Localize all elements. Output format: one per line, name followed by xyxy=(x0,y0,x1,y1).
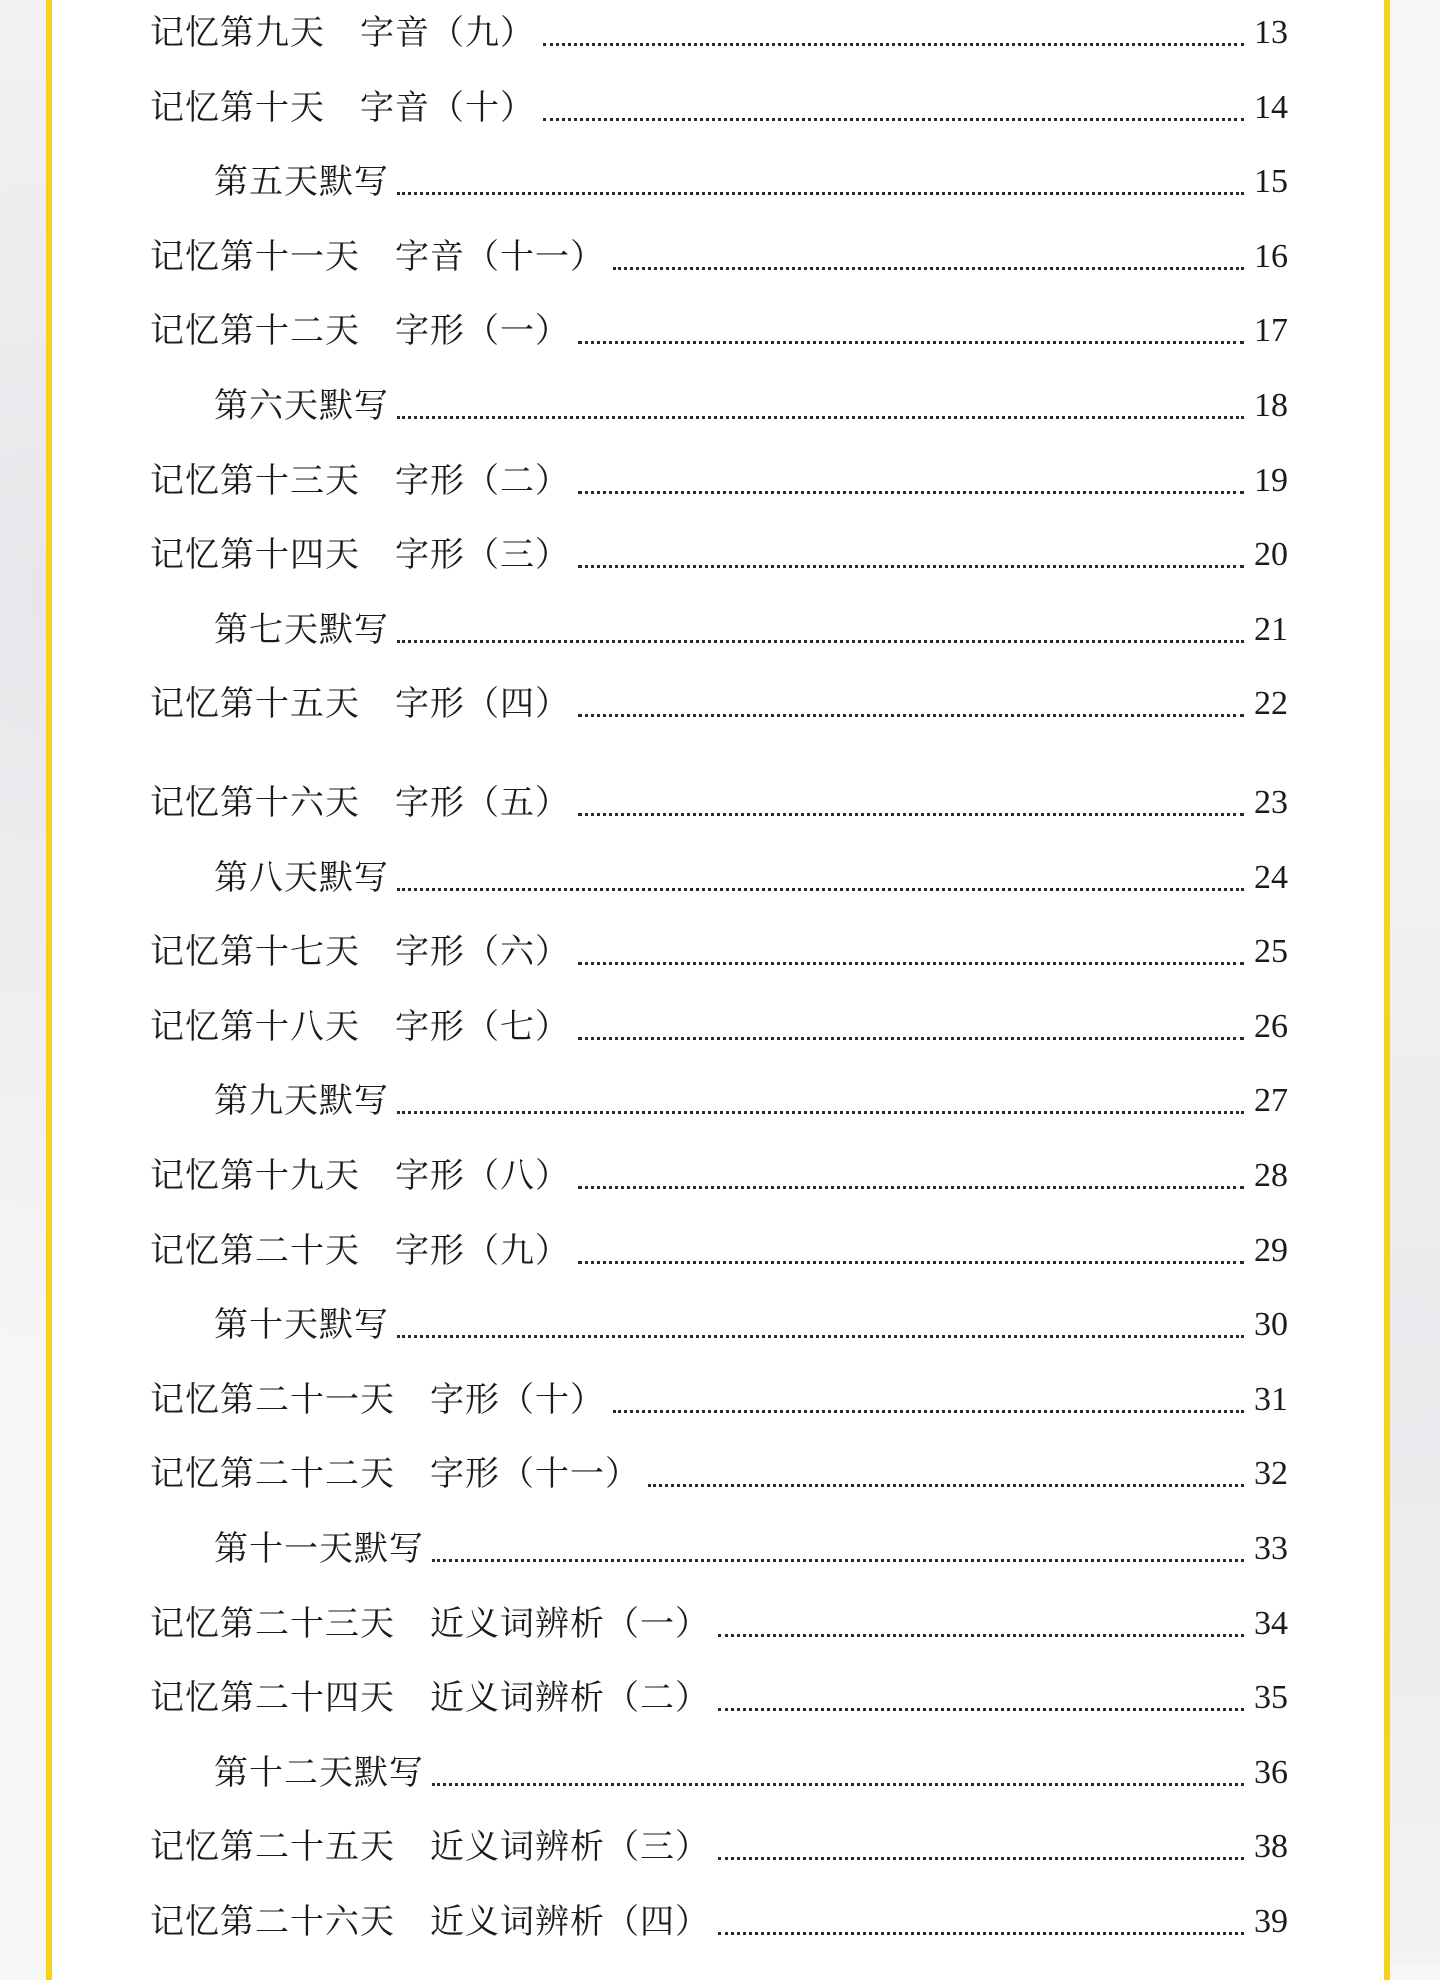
dot-leader xyxy=(578,813,1244,816)
dot-leader xyxy=(578,1261,1244,1264)
toc-entry-title: 第七天默写 xyxy=(214,609,389,650)
dot-leader xyxy=(718,1857,1244,1860)
toc-entry[interactable] xyxy=(150,1449,1288,1499)
toc-entry-title: 第九天默写 xyxy=(214,1081,389,1122)
toc-entry-page-number: 38 xyxy=(1254,1828,1288,1866)
dot-leader xyxy=(432,1783,1244,1786)
toc-entry-page-number: 34 xyxy=(1254,1604,1288,1642)
toc-entry-page-number: 25 xyxy=(1254,933,1288,971)
toc-entry-title: 记忆第二十天 字形（九） xyxy=(150,1230,570,1271)
toc-entry[interactable] xyxy=(150,456,1288,506)
toc-entry-title: 第十二天默写 xyxy=(214,1752,424,1793)
toc-entry-title: 记忆第十六天 字形（五） xyxy=(150,783,570,823)
dot-leader xyxy=(543,43,1244,46)
toc-entry-title: 记忆第二十一天 字形（十） xyxy=(150,1379,605,1420)
dot-leader xyxy=(578,1037,1244,1040)
toc-entry-page-number: 20 xyxy=(1254,536,1288,574)
toc-entry[interactable] xyxy=(150,530,1288,580)
toc-entry-page-number: 21 xyxy=(1254,610,1288,648)
toc-entry[interactable] xyxy=(150,1226,1288,1276)
dot-leader xyxy=(718,1708,1244,1711)
toc-entry-page-number: 32 xyxy=(1254,1455,1288,1493)
toc-entry-title: 记忆第二十二天 字形（十一） xyxy=(150,1454,640,1495)
toc-entry-title: 第八天默写 xyxy=(214,857,389,898)
toc-entry[interactable] xyxy=(150,679,1288,729)
toc-entry[interactable] xyxy=(150,1748,1288,1798)
dot-leader xyxy=(397,888,1244,891)
toc-entry[interactable] xyxy=(150,853,1288,903)
toc-entry[interactable] xyxy=(150,1375,1288,1425)
toc-entry[interactable] xyxy=(150,778,1288,828)
toc-entry-page-number: 35 xyxy=(1254,1679,1288,1717)
toc-entry-title: 第六天默写 xyxy=(214,386,389,426)
toc-entry[interactable] xyxy=(150,1897,1288,1947)
dot-leader xyxy=(397,1335,1244,1338)
toc-entry[interactable] xyxy=(150,927,1288,977)
toc-entry-title: 记忆第十三天 字形（二） xyxy=(150,460,570,501)
dot-leader xyxy=(397,1111,1244,1114)
toc-entry[interactable] xyxy=(150,83,1288,133)
dot-leader xyxy=(578,341,1244,344)
dot-leader xyxy=(718,1634,1244,1637)
toc-entry-title: 记忆第二十三天 近义词辨析（一） xyxy=(150,1603,710,1644)
toc-entry-title: 记忆第十四天 字形（三） xyxy=(150,535,570,576)
toc-entry-page-number: 17 xyxy=(1254,312,1288,350)
toc-entry[interactable] xyxy=(150,381,1288,431)
toc-entry[interactable] xyxy=(150,1822,1288,1872)
toc-entry-title: 第十一天默写 xyxy=(214,1529,424,1569)
toc-entry-title: 记忆第二十六天 近义词辨析（四） xyxy=(150,1902,710,1942)
dot-leader xyxy=(718,1932,1244,1935)
toc-entry[interactable] xyxy=(150,1524,1288,1574)
toc-entry-page-number: 36 xyxy=(1254,1753,1288,1791)
toc-entry-page-number: 26 xyxy=(1254,1007,1288,1045)
dot-leader xyxy=(578,1186,1244,1189)
toc-entry-page-number: 24 xyxy=(1254,858,1288,896)
dot-leader xyxy=(578,714,1244,717)
toc-entry-page-number: 14 xyxy=(1254,88,1288,126)
toc-entry[interactable] xyxy=(150,1673,1288,1723)
toc-entry-title: 第五天默写 xyxy=(214,162,389,203)
toc-entry-title: 记忆第十五天 字形（四） xyxy=(150,684,570,725)
toc-entry-title: 记忆第十七天 字形（六） xyxy=(150,932,570,973)
toc-entry-title: 记忆第十天 字音（十） xyxy=(150,87,535,128)
toc-entry-page-number: 22 xyxy=(1254,685,1288,723)
toc-entry-page-number: 39 xyxy=(1254,1903,1288,1940)
toc-entry[interactable] xyxy=(150,1300,1288,1350)
toc-entry-title: 记忆第九天 字音（九） xyxy=(150,13,535,53)
toc-entry[interactable] xyxy=(150,157,1288,207)
toc-entry-title: 记忆第十一天 字音（十一） xyxy=(150,236,605,277)
dot-leader xyxy=(432,1559,1244,1562)
dot-leader xyxy=(397,192,1244,195)
dot-leader xyxy=(397,640,1244,643)
toc-entry[interactable] xyxy=(150,1599,1288,1649)
dot-leader xyxy=(648,1484,1244,1487)
dot-leader xyxy=(613,267,1244,270)
toc-entry-page-number: 23 xyxy=(1254,784,1288,821)
toc-entry[interactable] xyxy=(150,605,1288,655)
toc-entry-page-number: 28 xyxy=(1254,1157,1288,1194)
toc-entry-page-number: 27 xyxy=(1254,1082,1288,1120)
toc-entry-title: 第十天默写 xyxy=(214,1305,389,1346)
toc-entry[interactable] xyxy=(150,1151,1288,1201)
toc-entry-page-number: 33 xyxy=(1254,1530,1288,1567)
toc-entry-page-number: 30 xyxy=(1254,1306,1288,1344)
toc-entry-title: 记忆第十九天 字形（八） xyxy=(150,1156,570,1196)
toc-entry[interactable] xyxy=(150,306,1288,356)
toc-entry-title: 记忆第二十五天 近义词辨析（三） xyxy=(150,1827,710,1868)
toc-entry-page-number: 13 xyxy=(1254,14,1288,51)
dot-leader xyxy=(578,565,1244,568)
toc-entry-page-number: 16 xyxy=(1254,237,1288,275)
toc-entry-page-number: 31 xyxy=(1254,1380,1288,1418)
dot-leader xyxy=(578,491,1244,494)
toc-entry-page-number: 15 xyxy=(1254,163,1288,201)
toc-entry[interactable] xyxy=(150,8,1288,58)
toc-entry-title: 记忆第十二天 字形（一） xyxy=(150,311,570,352)
toc-entry-title: 记忆第十八天 字形（七） xyxy=(150,1006,570,1047)
dot-leader xyxy=(543,118,1244,121)
toc-entry-page-number: 19 xyxy=(1254,461,1288,499)
toc-entry[interactable] xyxy=(150,1076,1288,1126)
toc-entry-page-number: 18 xyxy=(1254,387,1288,424)
toc-entry-title: 记忆第二十四天 近义词辨析（二） xyxy=(150,1678,710,1719)
dot-leader xyxy=(613,1410,1244,1413)
toc-entry[interactable] xyxy=(150,1002,1288,1052)
dot-leader xyxy=(578,962,1244,965)
dot-leader xyxy=(397,416,1244,419)
toc-entry[interactable] xyxy=(150,232,1288,282)
toc-entry-page-number: 29 xyxy=(1254,1231,1288,1269)
